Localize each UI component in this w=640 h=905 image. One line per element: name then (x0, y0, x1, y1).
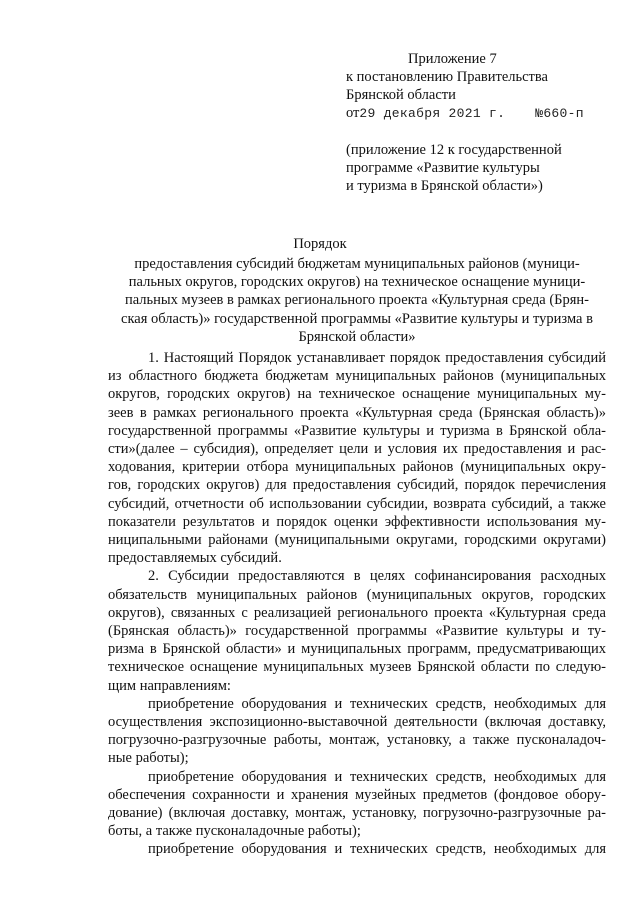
text-line: 1. Настоящий Порядок устанавливает порядок предоставления субсидий (148, 350, 606, 366)
appendix-date: 29 декабря 2021 г. (359, 106, 506, 121)
text-line: ные работы); (108, 750, 189, 767)
text-line: осуществления экспозиционно-выставочной деятельности (включая доставку, (108, 714, 606, 731)
text-line: округов), связанных с реализацией регионального проекта «Культурная среда (108, 604, 606, 621)
appendix-block (346, 50, 616, 195)
text-line: из областного бюджета бюджетам муниципальных районов (муниципальных (108, 368, 606, 385)
text-line: обязательств муниципальных районов (муниципальных округов, городских (108, 586, 606, 603)
text-line: 2. Субсидии предоставляются в целях софинансирования расходных (148, 568, 606, 585)
text-line: субсидий, отчетности об использовании субсидии, возврата субсидий, а также (108, 495, 606, 512)
text-line: сти»(далее – субсидия), определяет цели и условия их предоставления и рас- (108, 441, 606, 458)
text-line: показатели результатов и порядок оценки эффективности использования му- (108, 513, 606, 530)
text-line: ниципальными районами (муниципальными округами, городскими округами) (108, 532, 606, 549)
text-line: приобретение оборудования и технических средств, необходимых для (148, 768, 606, 785)
text-line: предоставляемых субсидий. (108, 550, 282, 567)
document-body (108, 349, 606, 859)
text-line: приобретение оборудования и технических средств, необходимых для (148, 695, 606, 712)
subtitle-line: пальных округов, городских округов) на техническое оснащение муници- (128, 274, 586, 291)
order-subtitle (108, 255, 606, 346)
subtitle-line: пальных музеев в рамках регионального проекта «Культурная среда (Брян- (124, 292, 589, 309)
text-line: государственной программы «Развитие культуры и туризма в Брянской обла- (108, 422, 606, 439)
appendix-line-1: к постановлению Правительства (346, 69, 548, 85)
appendix-date-line (346, 104, 616, 123)
text-line: ходования, критерии отбора муниципальных районов (муниципальных окру- (108, 459, 606, 476)
appendix-note-line: (приложение 12 к государственной (346, 142, 562, 158)
text-line: дование) (включая доставку, монтаж, установку, погрузочно-разгрузочные ра- (108, 805, 606, 822)
order-title: Порядок (293, 236, 347, 252)
appendix-note-line: программе «Развитие культуры (346, 160, 540, 176)
text-line: ризма в Брянской области» и муниципальных программ, предусматривающих (108, 641, 606, 658)
paragraph-5 (108, 840, 606, 858)
paragraph-1 (108, 349, 606, 567)
paragraph-2 (108, 567, 606, 694)
subtitle-line: Брянской области» (298, 328, 416, 345)
text-line: техническое оснащение муниципальных музеев Брянской области по следую- (108, 659, 606, 676)
text-line: зеев в рамках регионального проекта «Культурная среда (Брянская область)» (108, 404, 606, 421)
appendix-number: №660-п (535, 106, 584, 121)
text-line: гов, городских округов) для предоставления субсидий, порядок перечисления (108, 477, 606, 494)
appendix-note (346, 141, 616, 195)
text-line: приобретение оборудования и технических средств, необходимых для (148, 841, 606, 858)
appendix-title: Приложение 7 (408, 51, 497, 67)
paragraph-4 (108, 768, 606, 841)
subtitle-line: ская область)» государственной программы «Развитие культуры и туризма в (121, 310, 593, 327)
text-line: обеспечения сохранности и хранения музейных предметов (фондовое обору- (108, 786, 606, 803)
text-line: погрузочно-разгрузочные работы, монтаж, установку, а также пусконаладоч- (108, 732, 606, 749)
appendix-line-2: Брянской области (346, 87, 456, 103)
appendix-from: от (346, 105, 360, 121)
subtitle-line: предоставления субсидий бюджетам муниципальных районов (муници- (134, 256, 580, 272)
text-line: щим направлениям: (108, 677, 231, 694)
paragraph-3 (108, 695, 606, 768)
text-line: округов, городских округов) на техническое оснащение муниципальных му- (108, 386, 606, 403)
text-line: боты, а также пусконаладочные работы); (108, 823, 361, 840)
text-line: (Брянская область)» государственной программы «Развитие культуры и ту- (108, 623, 606, 640)
appendix-note-line: и туризма в Брянской области») (346, 178, 543, 194)
